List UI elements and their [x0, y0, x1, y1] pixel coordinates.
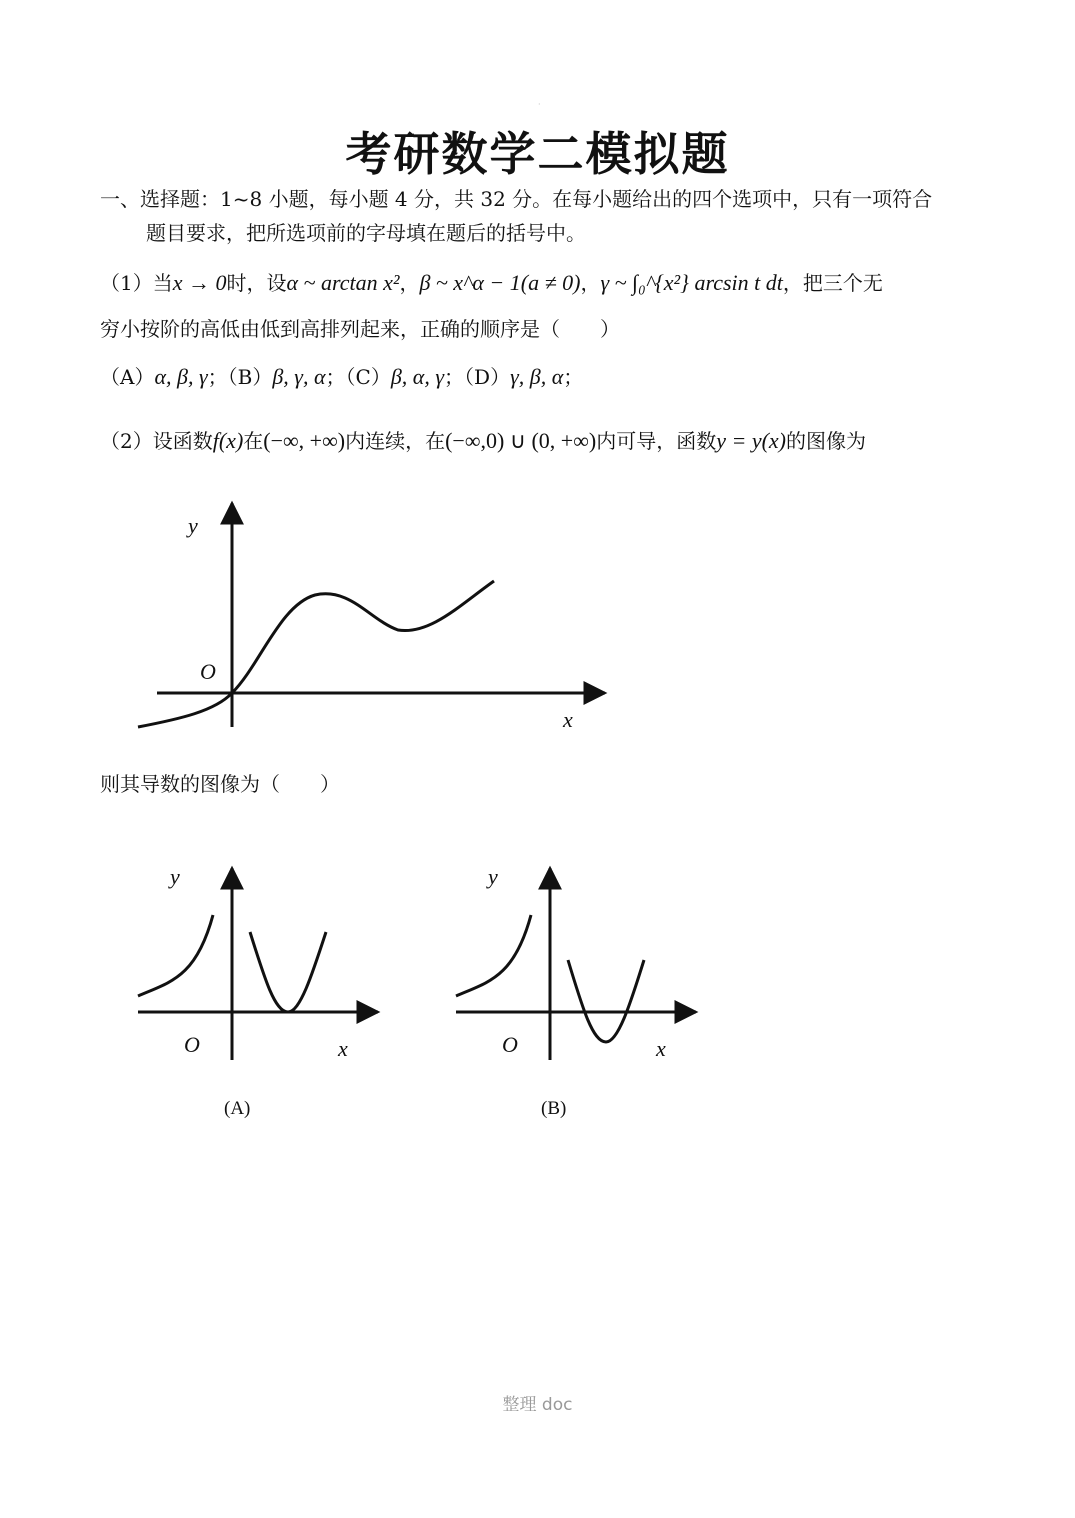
- q1-gamma: γ ~ ∫₀^{x²} arcsin t dt: [600, 270, 783, 295]
- q1-alpha: α ~ arctan x²: [286, 270, 400, 295]
- footer: 整理 doc: [502, 1395, 573, 1415]
- option-d-value: γ, β, α: [510, 364, 564, 389]
- option-a-caption: (A): [224, 1098, 251, 1119]
- page-dot: ·: [538, 100, 541, 109]
- q2-prefix: （2）设函数: [100, 429, 213, 453]
- question-1-line2: 穷小按阶的高低由低到高排列起来，正确的顺序是（ ）: [100, 317, 620, 341]
- option-c-value: β, α, γ: [390, 364, 445, 389]
- y-axis-label: y: [488, 864, 498, 889]
- question-2-prompt: 则其导数的图像为（ ）: [100, 772, 340, 796]
- option-a-graph: [130, 860, 390, 1065]
- option-b-label: （B）: [227, 365, 273, 389]
- question-1-line1: （1）当x → 0时，设α ~ arctan x²，β ~ x^α − 1(a ≠ 0)，γ ~ ∫₀^{x²} arcsin t dt，把三个无: [100, 270, 883, 295]
- option-a-label: （A）: [100, 365, 155, 389]
- x-axis-label: x: [563, 707, 573, 732]
- question-1-options: （A）α, β, γ；（B）β, γ, α；（C）β, α, γ；（D）γ, β, α；: [100, 364, 584, 389]
- q1-beta: β ~ x^α − 1(a ≠ 0): [419, 270, 581, 295]
- q2-interval1: (−∞, +∞): [263, 428, 346, 453]
- q2-interval2: (−∞,0) ∪ (0, +∞): [445, 428, 597, 453]
- q2-zai: 在: [243, 429, 264, 453]
- left-branch: [138, 915, 213, 996]
- q1-suffix: ，把三个无: [782, 271, 883, 295]
- q2-fx: f(x): [212, 428, 244, 453]
- origin-label: O: [502, 1032, 518, 1057]
- option-d-label: （D）: [464, 365, 511, 389]
- origin-label: O: [184, 1032, 200, 1057]
- q2-mid2: 内可导，函数: [596, 429, 717, 453]
- q2-yyx: y = y(x): [716, 428, 786, 453]
- q2-suffix: 的图像为: [786, 429, 866, 453]
- option-b-caption: (B): [541, 1098, 567, 1119]
- q1-shi: 时，设: [226, 271, 287, 295]
- page-title: 考研数学二模拟题: [345, 127, 730, 181]
- left-branch: [456, 915, 531, 996]
- option-c-label: （C）: [345, 365, 391, 389]
- function-graph: [130, 495, 620, 740]
- option-a-value: α, β, γ: [154, 364, 208, 389]
- x-axis-label: x: [338, 1036, 348, 1061]
- section-heading-line2: 题目要求，把所选项前的字母填在题后的括号中。: [146, 221, 586, 245]
- function-curve: [138, 581, 494, 727]
- option-b-graph: [448, 860, 708, 1065]
- x-axis-label: x: [656, 1036, 666, 1061]
- right-branch: [568, 960, 644, 1042]
- y-axis-label: y: [170, 864, 180, 889]
- q1-prefix: （1）当: [100, 271, 173, 295]
- q2-mid: 内连续，在: [345, 429, 446, 453]
- y-axis-label: y: [188, 513, 198, 538]
- question-2-line1: [100, 424, 866, 458]
- q1-limit: x → 0: [172, 270, 227, 295]
- section-heading: 一、选择题：1~8 小题，每小题 4 分，共 32 分。在每小题给出的四个选项中，只有一项符合: [100, 187, 933, 211]
- origin-label: O: [200, 659, 216, 684]
- option-b-value: β, γ, α: [272, 364, 326, 389]
- right-branch: [250, 932, 326, 1012]
